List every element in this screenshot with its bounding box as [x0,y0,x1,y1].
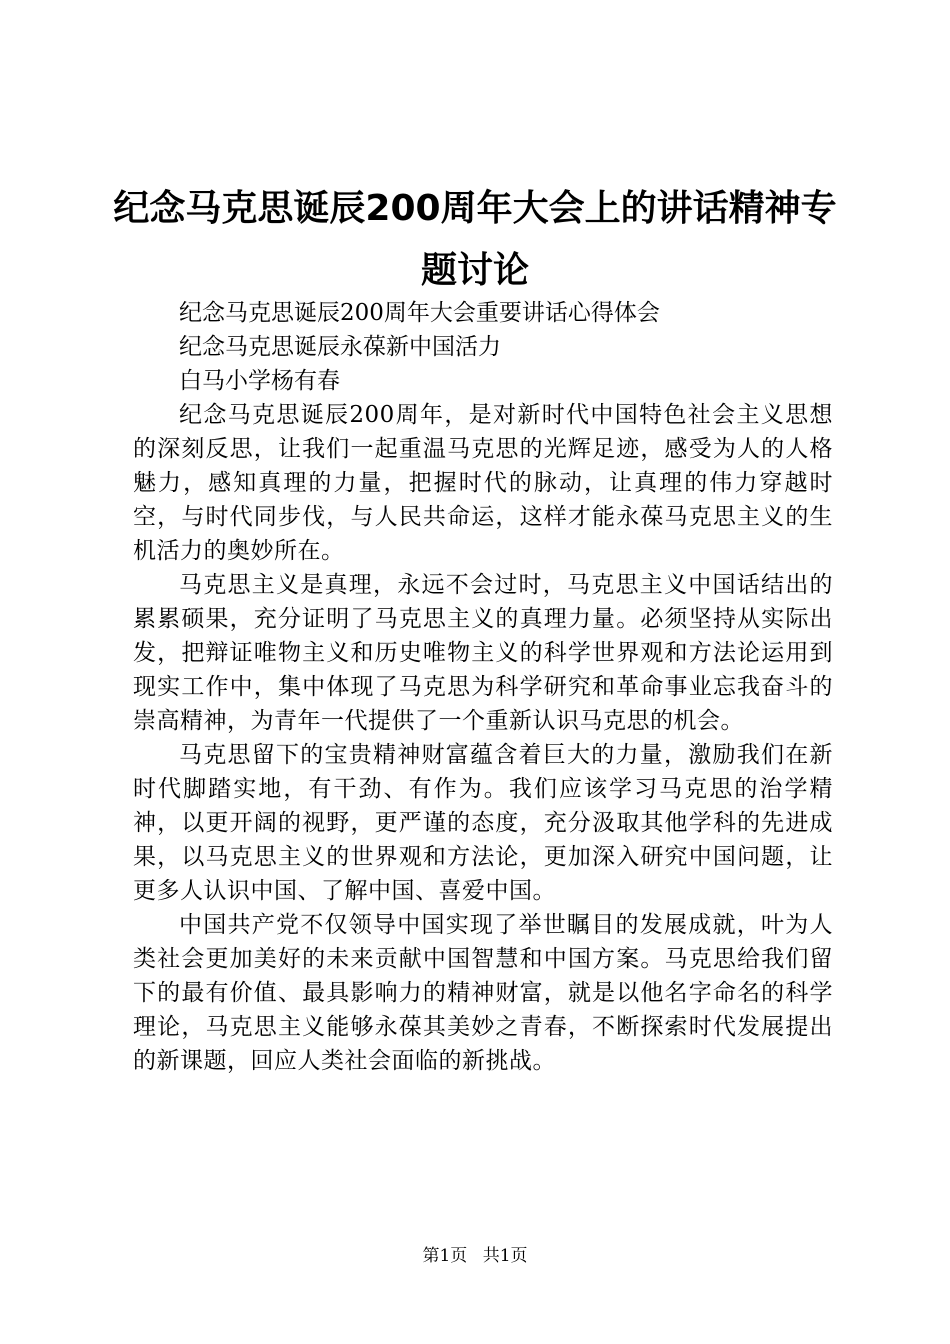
body-paragraph: 纪念马克思诞辰200周年，是对新时代中国特色社会主义思想的深刻反思，让我们一起重温马克思的光辉足迹，感受为人的人格魅力，感知真理的力量，把握时代的脉动，让真理的伟力穿越时空，与时代同步伐，与人民共命运，这样才能永葆马克思主义的生机活力的奥妙所在。 [133,402,833,564]
document-body [133,296,833,1078]
body-paragraph: 马克思留下的宝贵精神财富蕴含着巨大的力量，激励我们在新时代脚踏实地，有干劲、有作为。我们应该学习马克思的治学精神，以更开阔的视野，更严谨的态度，充分汲取其他学科的先进成果，以马克思主义的世界观和方法论，更加深入研究中国问题，让更多人认识中国、了解中国、喜爱中国。 [133,742,833,904]
page-total: 共1页 [482,1246,528,1266]
body-paragraph: 马克思主义是真理，永远不会过时，马克思主义中国话结出的累累硕果，充分证明了马克思主义的真理力量。必须坚持从实际出发，把辩证唯物主义和历史唯物主义的科学世界观和方法论运用到现实工作中，集中体现了马克思为科学研究和革命事业忘我奋斗的崇高精神，为青年一代提供了一个重新认识马克思的机会。 [133,572,833,734]
page-number: 第1页 [422,1246,468,1266]
document-title: 纪念马克思诞辰200周年大会上的讲话精神专题讨论 [113,188,837,291]
subtitle-line: 纪念马克思诞辰永葆新中国活力 [179,334,501,360]
subtitle-line: 纪念马克思诞辰200周年大会重要讲话心得体会 [179,300,660,326]
author-line: 白马小学杨有春 [179,368,340,394]
body-paragraph: 中国共产党不仅领导中国实现了举世瞩目的发展成就，叶为人类社会更加美好的未来贡献中国智慧和中国方案。马克思给我们留下的最有价值、最具影响力的精神财富，就是以他名字命名的科学理论，马克思主义能够永葆其美妙之青春，不断探索时代发展提出的新课题，回应人类社会面临的新挑战。 [133,912,833,1074]
page-footer [0,1244,950,1268]
